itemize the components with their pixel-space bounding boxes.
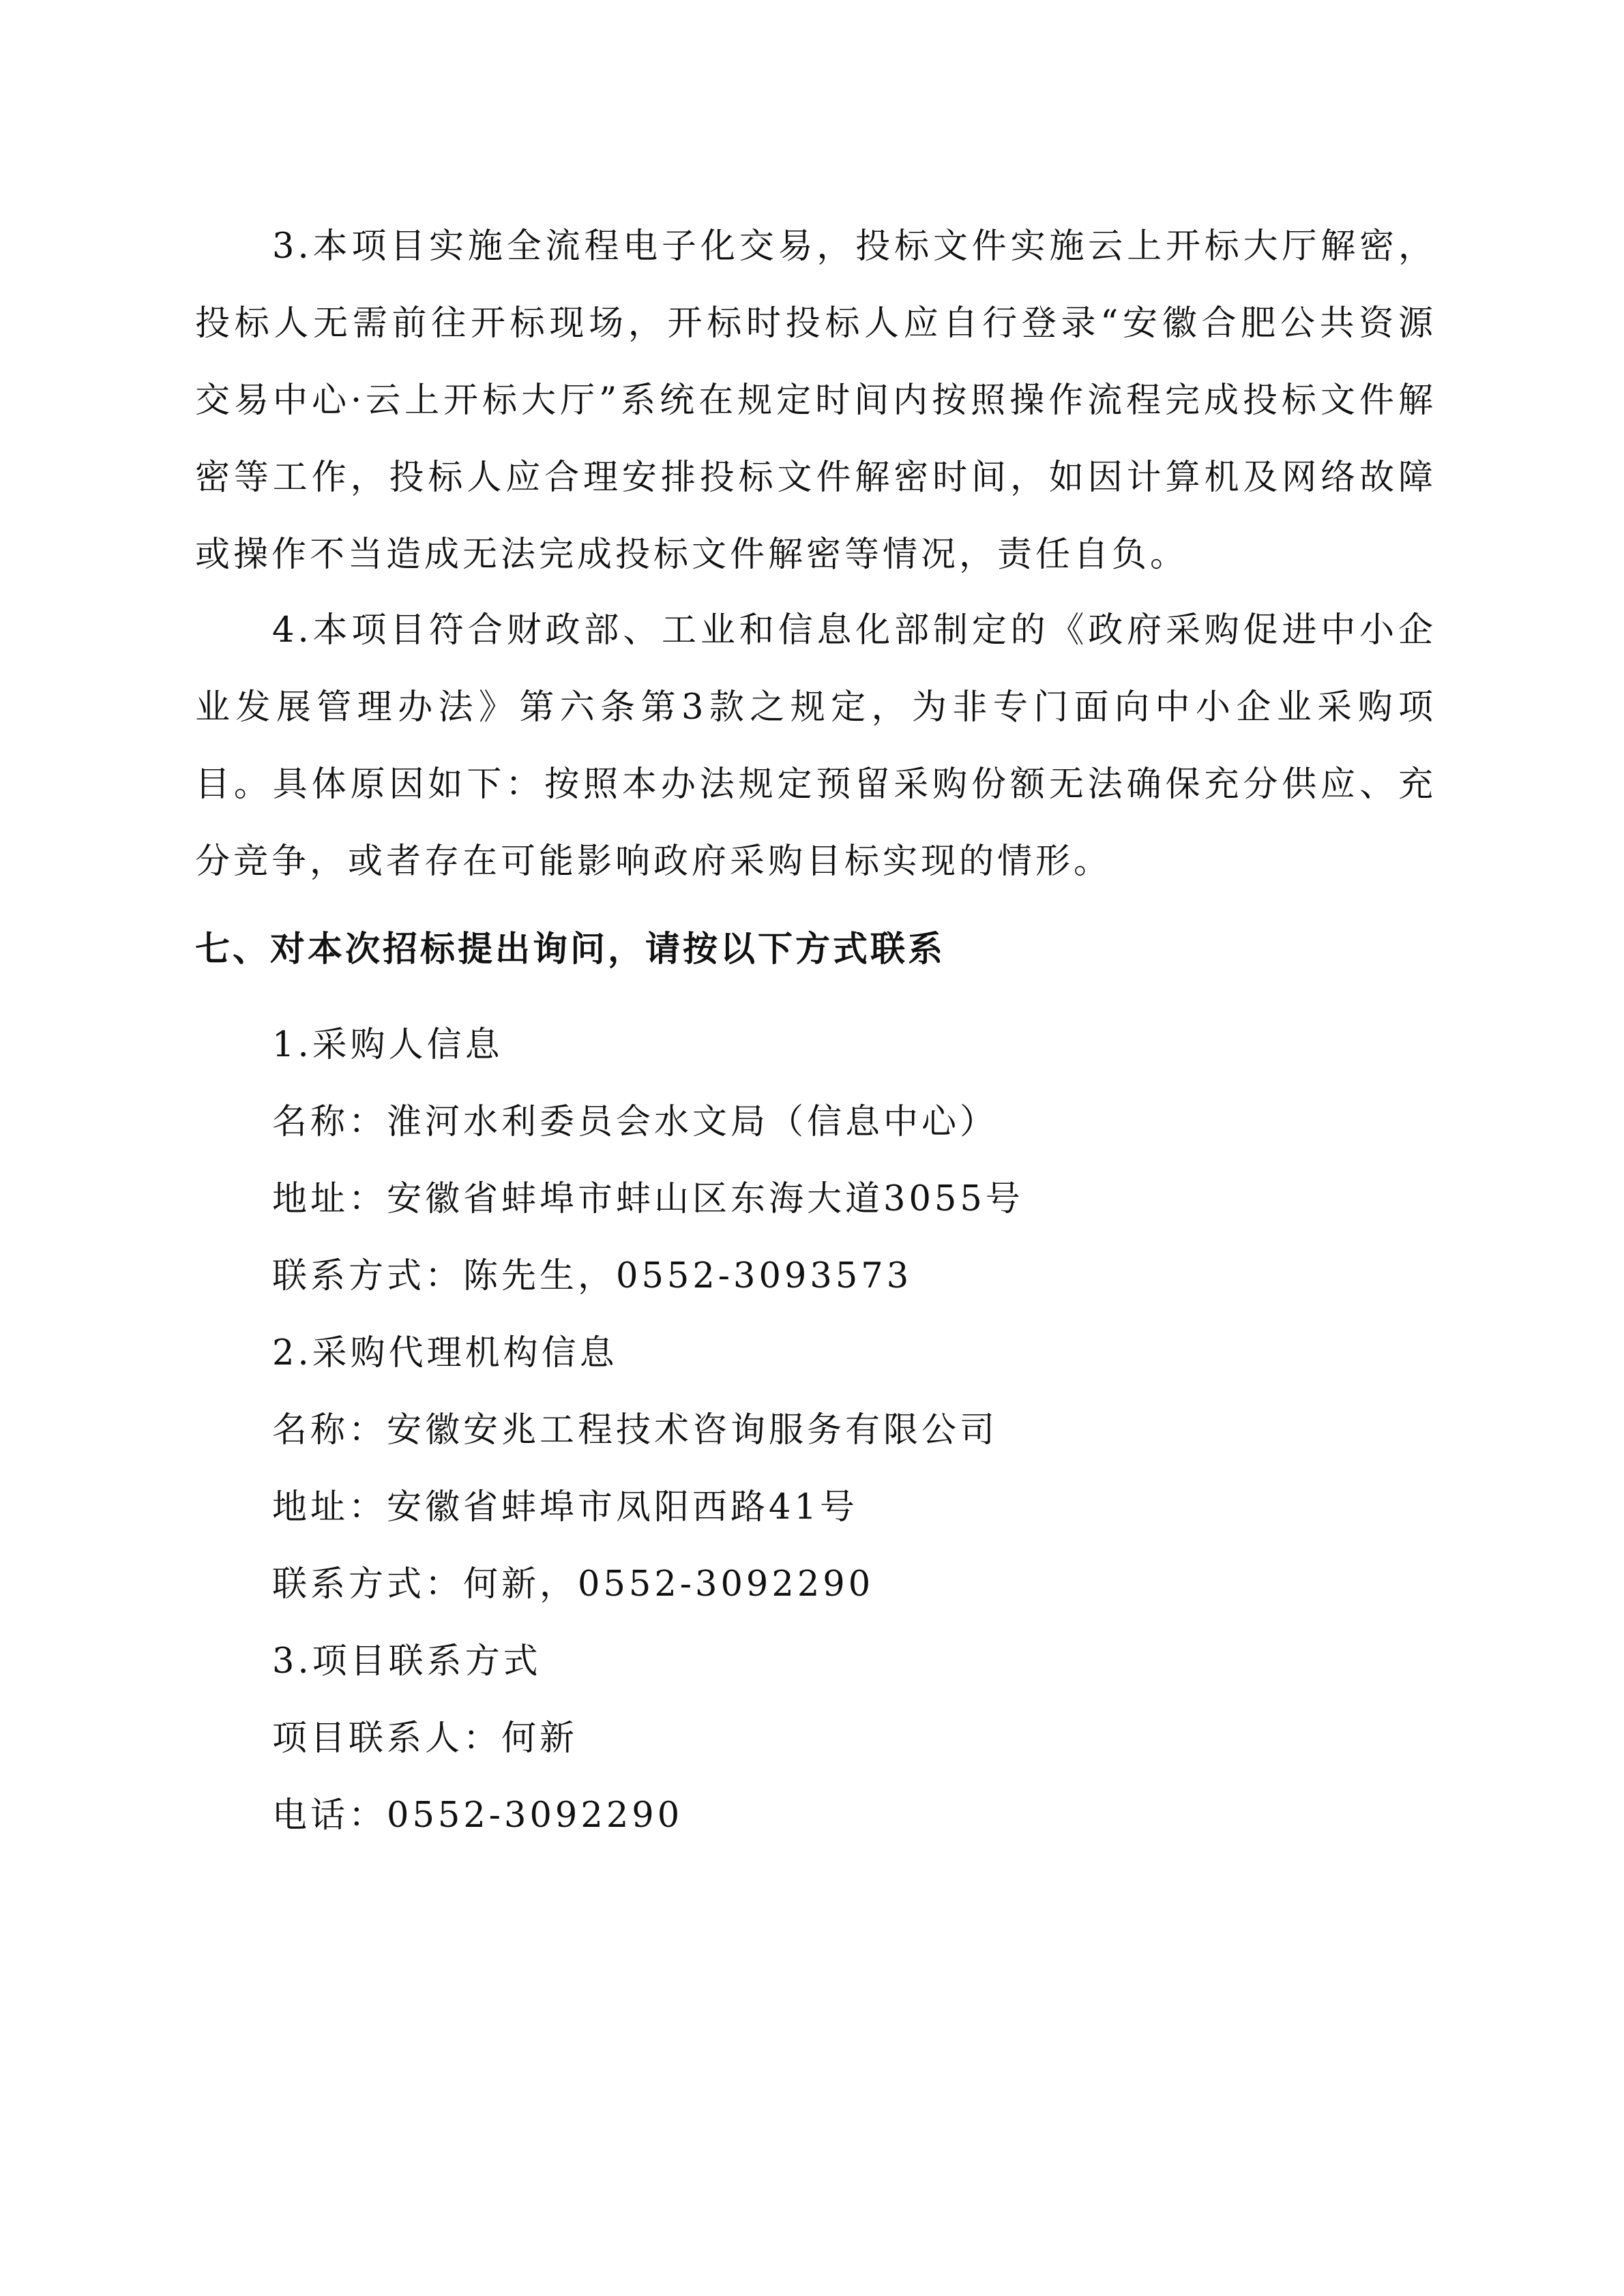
section-7-heading: 七、对本次招标提出询问，请按以下方式联系 — [195, 929, 946, 970]
purchaser-address: 地址：安徽省蚌埠市蚌山区东海大道3055号 — [272, 1179, 1024, 1219]
agency-address: 地址：安徽省蚌埠市凤阳西路41号 — [272, 1487, 858, 1527]
clause-item-4: 4.本项目符合财政部、工业和信息化部制定的《政府采购促进中小企业发展管理办法》第六条第3款之规定，为非专门面向中小企业采购项目。具体原因如下：按照本办法规定预留采购份额无法确保充分供应、充分竞争，或者存在可能影响政府采购目标实现的情形。 — [195, 610, 1436, 882]
agency-info-title: 2.采购代理机构信息 — [272, 1333, 618, 1373]
clause-item-3: 3.本项目实施全流程电子化交易，投标文件实施云上开标大厅解密，投标人无需前往开标现场，开标时投标人应自行登录“安徽合肥公共资源交易中心·云上开标大厅”系统在规定时间内按照操作流程完成投标文件解密等工作，投标人应合理安排投标文件解密时间，如因计算机及网络故障或操作不当造成无法完成投标文件解密等情况，责任自负。 — [195, 226, 1436, 575]
agency-name: 名称：安徽安兆工程技术咨询服务有限公司 — [272, 1410, 999, 1450]
project-contact-title: 3.项目联系方式 — [272, 1641, 542, 1682]
purchaser-info-title: 1.采购人信息 — [272, 1025, 503, 1065]
agency-contact: 联系方式：何新，0552-3092290 — [272, 1564, 874, 1605]
project-contact-phone: 电话：0552-3092290 — [272, 1795, 683, 1836]
purchaser-contact: 联系方式：陈先生，0552-3093573 — [272, 1256, 913, 1296]
purchaser-name: 名称：淮河水利委员会水文局（信息中心） — [272, 1102, 999, 1142]
project-contact-person: 项目联系人：何新 — [272, 1718, 578, 1759]
